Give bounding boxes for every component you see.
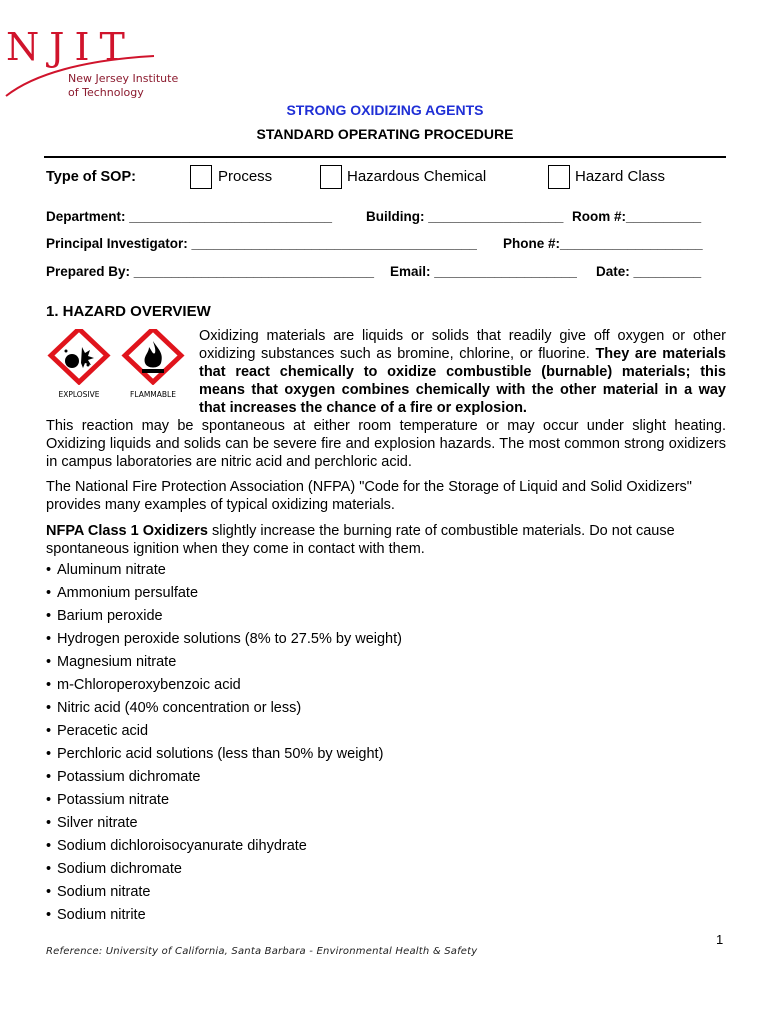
flammable-caption: FLAMMABLE <box>130 390 176 399</box>
sop-type-label: Type of SOP: <box>46 169 136 185</box>
hazard-class-checkbox[interactable] <box>548 165 570 189</box>
document-title: STRONG OXIDIZING AGENTS <box>286 102 484 118</box>
explosive-icon <box>44 329 114 385</box>
hazardous-chemical-checkbox[interactable] <box>320 165 342 189</box>
list-item: • Ammonium persulfate <box>46 584 402 607</box>
list-item: • Barium peroxide <box>46 607 402 630</box>
reference-footer: Reference: University of California, Santa Barbara - Environmental Health & Safety <box>46 946 478 957</box>
njit-logo <box>4 26 184 102</box>
list-item: • Silver nitrate <box>46 814 402 837</box>
list-item: • Sodium dichloroisocyanurate dihydrate <box>46 837 402 860</box>
hazardous-chemical-label: Hazardous Chemical <box>347 168 487 185</box>
class1-description: slightly increase the burning rate of combustible materials. Do not cause spontaneous ignition when they come in contact with them. <box>46 523 675 557</box>
principal-investigator-field[interactable]: Principal Investigator: ______________________________________ <box>46 236 477 251</box>
building-field[interactable]: Building: __________________ <box>366 209 564 224</box>
phone-field[interactable]: Phone #:___________________ <box>503 236 703 251</box>
list-item: • Sodium dichromate <box>46 860 402 883</box>
email-field[interactable]: Email: ___________________ <box>390 264 577 279</box>
list-item: • Sodium nitrate <box>46 883 402 906</box>
class1-heading: NFPA Class 1 Oxidizers <box>46 523 208 539</box>
nfpa-paragraph: The National Fire Protection Association (NFPA) "Code for the Storage of Liquid and Solid Oxidizers" provides many examples of typical oxidizing materials. <box>46 479 692 513</box>
document-subtitle: STANDARD OPERATING PROCEDURE <box>256 126 514 142</box>
class1-paragraph <box>46 522 726 558</box>
list-item: • Potassium nitrate <box>46 791 402 814</box>
flammable-icon <box>118 329 188 385</box>
department-field[interactable]: Department: ___________________________ <box>46 209 332 224</box>
hazard-intro-paragraph <box>199 327 726 417</box>
list-item: • m-Chloroperoxybenzoic acid <box>46 676 402 699</box>
class1-oxidizer-list <box>46 561 402 929</box>
list-item: • Perchloric acid solutions (less than 50% by weight) <box>46 745 402 768</box>
logo-line-2: of Technology <box>68 86 144 99</box>
process-label: Process <box>218 168 273 185</box>
svg-text:NJIT: NJIT <box>6 26 135 69</box>
flammable-pictogram <box>118 329 188 399</box>
prepared-by-field[interactable]: Prepared By: ________________________________ <box>46 264 375 279</box>
header-divider <box>44 156 726 158</box>
hazard-intro-plain: Oxidizing materials are liquids or solids that readily give off oxygen or other oxidizing substances such as bromine, chlorine, or fluorine. <box>199 328 726 362</box>
explosive-pictogram <box>44 329 114 399</box>
list-item: • Potassium dichromate <box>46 768 402 791</box>
room-field[interactable]: Room #:__________ <box>572 209 702 224</box>
list-item: • Hydrogen peroxide solutions (8% to 27.5% by weight) <box>46 630 402 653</box>
list-item: • Sodium nitrite <box>46 906 402 929</box>
hazard-intro-bold: They are materials that react chemically to oxidize combustible (burnable) materials; this means that oxygen combines chemically with the other material in a way that increases the chance of a fire or explosion. <box>199 346 726 416</box>
process-checkbox[interactable] <box>190 165 212 189</box>
explosive-caption: EXPLOSIVE <box>58 390 100 399</box>
date-field[interactable]: Date: _________ <box>596 264 702 279</box>
list-item: • Nitric acid (40% concentration or less) <box>46 699 402 722</box>
page-number: 1 <box>716 932 724 947</box>
list-item: • Magnesium nitrate <box>46 653 402 676</box>
list-item: • Aluminum nitrate <box>46 561 402 584</box>
hazard-class-label: Hazard Class <box>575 168 666 185</box>
section-heading-hazard-overview: 1. HAZARD OVERVIEW <box>46 303 211 320</box>
hazard-intro-continued: This reaction may be spontaneous at either room temperature or may occur under slight heating. Oxidizing liquids and solids can be severe fire and explosion hazards. The most common strong oxidizers in campus laboratories are nitric acid and perchloric acid. <box>46 418 726 470</box>
logo-line-1: New Jersey Institute <box>68 72 179 85</box>
list-item: • Peracetic acid <box>46 722 402 745</box>
